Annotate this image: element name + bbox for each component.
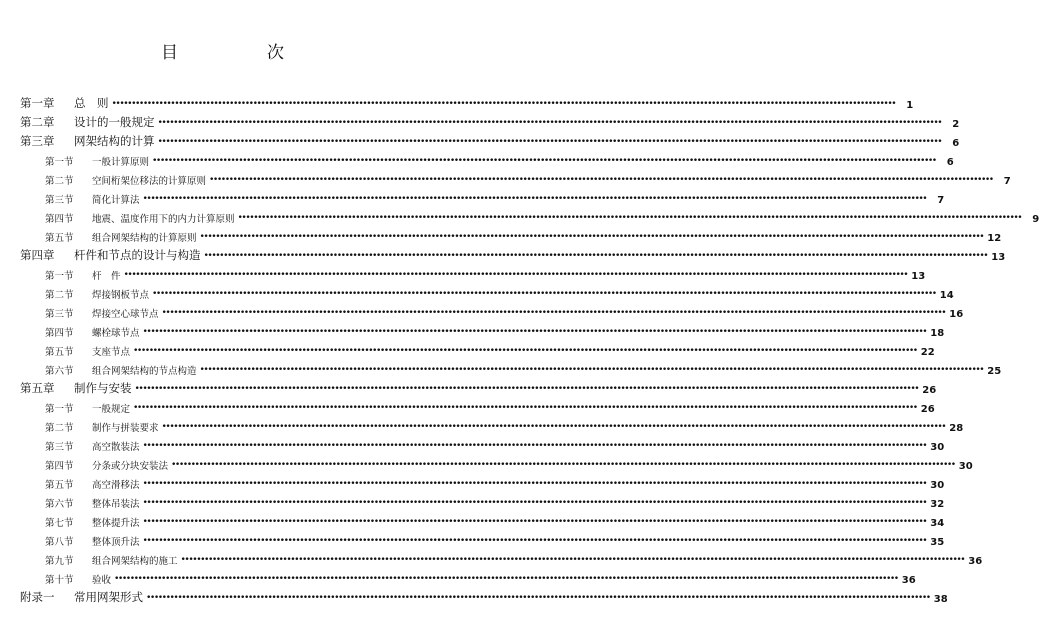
dot-leader: ••••••••••••••••••••••••••••••••••••••••••••••••••••••••••••••••••••••••••••••••••••••••••••••••••••••••••••••••••••••••••••••••••••••••••••••••••••••••••••••••••••••••••••••••••••••••••••••••••••••••: [171, 460, 955, 470]
entry-page-number: 36: [901, 575, 916, 586]
entry-title: 整体吊装法: [92, 499, 140, 510]
dot-leader: ••••••••••••••••••••••••••••••••••••••••••••••••••••••••••••••••••••••••••••••••••••••••••••••••••••••••••••••••••••••••••••••••••••••••••••••••••••••••••••••••••••••••••••••••••••••••••••••••••••••••: [142, 194, 927, 204]
toc-section-entry: [20, 282, 954, 301]
entry-page-number: 35: [930, 537, 945, 548]
entry-title: 焊接空心球节点: [92, 309, 159, 320]
toc-section-entry: [20, 263, 926, 282]
entry-page-number: 32: [930, 499, 945, 510]
toc-section-entry: [20, 168, 1011, 187]
entry-title: 制作与拼装要求: [92, 423, 159, 434]
toc-section-entry: [20, 225, 1002, 244]
entry-number: 第六节: [45, 366, 74, 377]
entry-title: 空间桁架位移法的计算原则: [92, 176, 207, 187]
entry-number: 第五节: [45, 480, 74, 491]
entry-page-number: 36: [968, 556, 983, 567]
dot-leader: ••••••••••••••••••••••••••••••••••••••••••••••••••••••••••••••••••••••••••••••••••••••••••••••••••••••••••••••••••••••••••••••••••••••••••••••••••••••••••••••••••••••••••••••••••••••••••••••••••••••••: [142, 517, 927, 527]
entry-title: 地震、温度作用下的内力计算原则: [92, 214, 235, 225]
entry-title: 螺栓球节点: [92, 328, 140, 339]
toc-section-entry: [20, 320, 945, 339]
entry-page-number: 22: [920, 347, 935, 358]
toc-section-entry: [20, 149, 954, 168]
entry-number: 第一章: [20, 96, 55, 110]
entry-page-number: 30: [930, 480, 945, 491]
toc-section-entry: [20, 206, 1039, 225]
toc-chapter-entry: [20, 92, 914, 111]
entry-page-number: 6: [952, 138, 960, 149]
toc-chapter-entry: [20, 111, 960, 130]
entry-title: 常用网架形式: [74, 590, 143, 604]
entry-page-number: 38: [933, 594, 948, 605]
dot-leader: ••••••••••••••••••••••••••••••••••••••••••••••••••••••••••••••••••••••••••••••••••••••••••••••••••••••••••••••••••••••••••••••••••••••••••••••••••••••••••••••••••••••••••••••••••••••••••••••••••••••••: [199, 232, 984, 242]
entry-title: 验收: [92, 575, 112, 586]
dot-leader: ••••••••••••••••••••••••••••••••••••••••••••••••••••••••••••••••••••••••••••••••••••••••••••••••••••••••••••••••••••••••••••••••••••••••••••••••••••••••••••••••••••••••••••••••••••••••••••••••••••••••: [161, 422, 946, 432]
entry-number: 第三节: [45, 195, 74, 206]
dot-leader: ••••••••••••••••••••••••••••••••••••••••••••••••••••••••••••••••••••••••••••••••••••••••••••••••••••••••••••••••••••••••••••••••••••••••••••••••••••••••••••••••••••••••••••••••••••••••••••••••••••••••: [142, 479, 927, 489]
toc-section-entry: [20, 415, 964, 434]
page-title: 目 次: [161, 43, 320, 63]
toc-section-entry: [20, 510, 945, 529]
entry-title: 组合网架结构的计算原则: [92, 233, 197, 244]
entry-title: 网架结构的计算: [74, 134, 155, 148]
dot-leader: ••••••••••••••••••••••••••••••••••••••••••••••••••••••••••••••••••••••••••••••••••••••••••••••••••••••••••••••••••••••••••••••••••••••••••••••••••••••••••••••••••••••••••••••••••••••••••••••••••••••••: [111, 99, 896, 109]
toc-section-entry: [20, 567, 916, 586]
entry-page-number: 26: [920, 404, 935, 415]
entry-number: 第五章: [20, 381, 55, 395]
entry-title: 高空滑移法: [92, 480, 140, 491]
entry-number: 第四节: [45, 461, 74, 472]
entry-number: 第五节: [45, 233, 74, 244]
entry-number: 第四章: [20, 248, 55, 262]
dot-leader: ••••••••••••••••••••••••••••••••••••••••••••••••••••••••••••••••••••••••••••••••••••••••••••••••••••••••••••••••••••••••••••••••••••••••••••••••••••••••••••••••••••••••••••••••••••••••••••••••••••••••: [142, 536, 927, 546]
entry-page-number: 28: [949, 423, 964, 434]
entry-title: 整体提升法: [92, 518, 140, 529]
entry-page-number: 7: [937, 195, 945, 206]
entry-page-number: 18: [930, 328, 945, 339]
entry-number: 第四节: [45, 214, 74, 225]
toc-chapter-entry: [20, 244, 1006, 263]
entry-page-number: 13: [991, 252, 1006, 263]
toc-section-entry: [20, 434, 945, 453]
entry-page-number: 12: [987, 233, 1002, 244]
entry-title: 一般计算原则: [92, 157, 150, 168]
entry-title: 总 则: [74, 96, 109, 110]
dot-leader: ••••••••••••••••••••••••••••••••••••••••••••••••••••••••••••••••••••••••••••••••••••••••••••••••••••••••••••••••••••••••••••••••••••••••••••••••••••••••••••••••••••••••••••••••••••••••••••••••••••••••: [114, 574, 898, 584]
toc-section-entry: [20, 548, 983, 567]
entry-title: 杆件和节点的设计与构造: [74, 248, 201, 262]
entry-number: 第一节: [45, 157, 74, 168]
toc-section-entry: [20, 301, 964, 320]
dot-leader: ••••••••••••••••••••••••••••••••••••••••••••••••••••••••••••••••••••••••••••••••••••••••••••••••••••••••••••••••••••••••••••••••••••••••••••••••••••••••••••••••••••••••••••••••••••••••••••••••••••••••: [134, 384, 919, 394]
entry-page-number: 13: [911, 271, 926, 282]
dot-leader: ••••••••••••••••••••••••••••••••••••••••••••••••••••••••••••••••••••••••••••••••••••••••••••••••••••••••••••••••••••••••••••••••••••••••••••••••••••••••••••••••••••••••••••••••••••••••••••••••••••••••: [146, 593, 930, 603]
entry-title: 焊接钢板节点: [92, 290, 150, 301]
entry-number: 第二节: [45, 176, 74, 187]
dot-leader: ••••••••••••••••••••••••••••••••••••••••••••••••••••••••••••••••••••••••••••••••••••••••••••••••••••••••••••••••••••••••••••••••••••••••••••••••••••••••••••••••••••••••••••••••••••••••••••••••••••••••: [152, 289, 936, 299]
entry-number: 第三节: [45, 442, 74, 453]
entry-page-number: 1: [906, 100, 914, 111]
toc-section-entry: [20, 529, 945, 548]
entry-number: 第一节: [45, 271, 74, 282]
entry-number: 附录一: [20, 590, 55, 604]
dot-leader: ••••••••••••••••••••••••••••••••••••••••••••••••••••••••••••••••••••••••••••••••••••••••••••••••••••••••••••••••••••••••••••••••••••••••••••••••••••••••••••••••••••••••••••••••••••••••••••••••••••••••: [157, 118, 942, 128]
dot-leader: ••••••••••••••••••••••••••••••••••••••••••••••••••••••••••••••••••••••••••••••••••••••••••••••••••••••••••••••••••••••••••••••••••••••••••••••••••••••••••••••••••••••••••••••••••••••••••••••••••••••••: [123, 270, 908, 280]
dot-leader: ••••••••••••••••••••••••••••••••••••••••••••••••••••••••••••••••••••••••••••••••••••••••••••••••••••••••••••••••••••••••••••••••••••••••••••••••••••••••••••••••••••••••••••••••••••••••••••••••••••••••: [142, 327, 927, 337]
toc-chapter-entry: [20, 586, 948, 605]
entry-title: 杆 件: [92, 271, 121, 282]
entry-number: 第二节: [45, 290, 74, 301]
entry-title: 分条或分块安装法: [92, 461, 169, 472]
toc-section-entry: [20, 472, 945, 491]
entry-number: 第二章: [20, 115, 55, 129]
dot-leader: ••••••••••••••••••••••••••••••••••••••••••••••••••••••••••••••••••••••••••••••••••••••••••••••••••••••••••••••••••••••••••••••••••••••••••••••••••••••••••••••••••••••••••••••••••••••••••••••••••••••••: [199, 365, 984, 375]
entry-number: 第九节: [45, 556, 74, 567]
dot-leader: ••••••••••••••••••••••••••••••••••••••••••••••••••••••••••••••••••••••••••••••••••••••••••••••••••••••••••••••••••••••••••••••••••••••••••••••••••••••••••••••••••••••••••••••••••••••••••••••••••••••••: [152, 156, 936, 166]
entry-page-number: 30: [958, 461, 973, 472]
entry-title: 组合网架结构的节点构造: [92, 366, 197, 377]
entry-title: 设计的一般规定: [74, 115, 155, 129]
dot-leader: ••••••••••••••••••••••••••••••••••••••••••••••••••••••••••••••••••••••••••••••••••••••••••••••••••••••••••••••••••••••••••••••••••••••••••••••••••••••••••••••••••••••••••••••••••••••••••••••••••••••••: [142, 498, 927, 508]
entry-page-number: 26: [922, 385, 937, 396]
toc-chapter-entry: [20, 130, 960, 149]
dot-leader: ••••••••••••••••••••••••••••••••••••••••••••••••••••••••••••••••••••••••••••••••••••••••••••••••••••••••••••••••••••••••••••••••••••••••••••••••••••••••••••••••••••••••••••••••••••••••••••••••••••••••: [237, 213, 1022, 223]
entry-title: 整体顶升法: [92, 537, 140, 548]
entry-number: 第二节: [45, 423, 74, 434]
entry-number: 第一节: [45, 404, 74, 415]
entry-number: 第七节: [45, 518, 74, 529]
dot-leader: ••••••••••••••••••••••••••••••••••••••••••••••••••••••••••••••••••••••••••••••••••••••••••••••••••••••••••••••••••••••••••••••••••••••••••••••••••••••••••••••••••••••••••••••••••••••••••••••••••••••••: [133, 403, 917, 413]
entry-title: 一般规定: [92, 404, 131, 415]
toc-section-entry: [20, 339, 935, 358]
entry-title: 组合网架结构的施工: [92, 556, 178, 567]
entry-number: 第六节: [45, 499, 74, 510]
entry-page-number: 25: [987, 366, 1002, 377]
entry-title: 支座节点: [92, 347, 131, 358]
entry-number: 第八节: [45, 537, 74, 548]
toc-section-entry: [20, 396, 935, 415]
entry-page-number: 30: [930, 442, 945, 453]
toc-chapter-entry: [20, 377, 937, 396]
toc-section-entry: [20, 491, 945, 510]
dot-leader: ••••••••••••••••••••••••••••••••••••••••••••••••••••••••••••••••••••••••••••••••••••••••••••••••••••••••••••••••••••••••••••••••••••••••••••••••••••••••••••••••••••••••••••••••••••••••••••••••••••••••: [157, 137, 942, 147]
entry-page-number: 9: [1032, 214, 1039, 225]
entry-number: 第五节: [45, 347, 74, 358]
entry-page-number: 14: [939, 290, 954, 301]
entry-number: 第十节: [45, 575, 74, 586]
entry-title: 高空散装法: [92, 442, 140, 453]
entry-page-number: 2: [952, 119, 960, 130]
toc-section-entry: [20, 187, 945, 206]
entry-page-number: 34: [930, 518, 945, 529]
table-of-contents: [20, 92, 1039, 605]
dot-leader: ••••••••••••••••••••••••••••••••••••••••••••••••••••••••••••••••••••••••••••••••••••••••••••••••••••••••••••••••••••••••••••••••••••••••••••••••••••••••••••••••••••••••••••••••••••••••••••••••••••••••: [203, 251, 988, 261]
entry-page-number: 7: [1003, 176, 1011, 187]
dot-leader: ••••••••••••••••••••••••••••••••••••••••••••••••••••••••••••••••••••••••••••••••••••••••••••••••••••••••••••••••••••••••••••••••••••••••••••••••••••••••••••••••••••••••••••••••••••••••••••••••••••••••: [142, 441, 927, 451]
toc-section-entry: [20, 358, 1002, 377]
entry-title: 简化计算法: [92, 195, 140, 206]
entry-number: 第四节: [45, 328, 74, 339]
entry-page-number: 16: [949, 309, 964, 320]
entry-page-number: 6: [946, 157, 954, 168]
dot-leader: ••••••••••••••••••••••••••••••••••••••••••••••••••••••••••••••••••••••••••••••••••••••••••••••••••••••••••••••••••••••••••••••••••••••••••••••••••••••••••••••••••••••••••••••••••••••••••••••••••••••••: [180, 555, 965, 565]
dot-leader: ••••••••••••••••••••••••••••••••••••••••••••••••••••••••••••••••••••••••••••••••••••••••••••••••••••••••••••••••••••••••••••••••••••••••••••••••••••••••••••••••••••••••••••••••••••••••••••••••••••••••: [161, 308, 946, 318]
dot-leader: ••••••••••••••••••••••••••••••••••••••••••••••••••••••••••••••••••••••••••••••••••••••••••••••••••••••••••••••••••••••••••••••••••••••••••••••••••••••••••••••••••••••••••••••••••••••••••••••••••••••••: [133, 346, 917, 356]
dot-leader: ••••••••••••••••••••••••••••••••••••••••••••••••••••••••••••••••••••••••••••••••••••••••••••••••••••••••••••••••••••••••••••••••••••••••••••••••••••••••••••••••••••••••••••••••••••••••••••••••••••••••: [209, 175, 993, 185]
entry-number: 第三章: [20, 134, 55, 148]
entry-title: 制作与安装: [74, 381, 132, 395]
entry-number: 第三节: [45, 309, 74, 320]
toc-section-entry: [20, 453, 973, 472]
